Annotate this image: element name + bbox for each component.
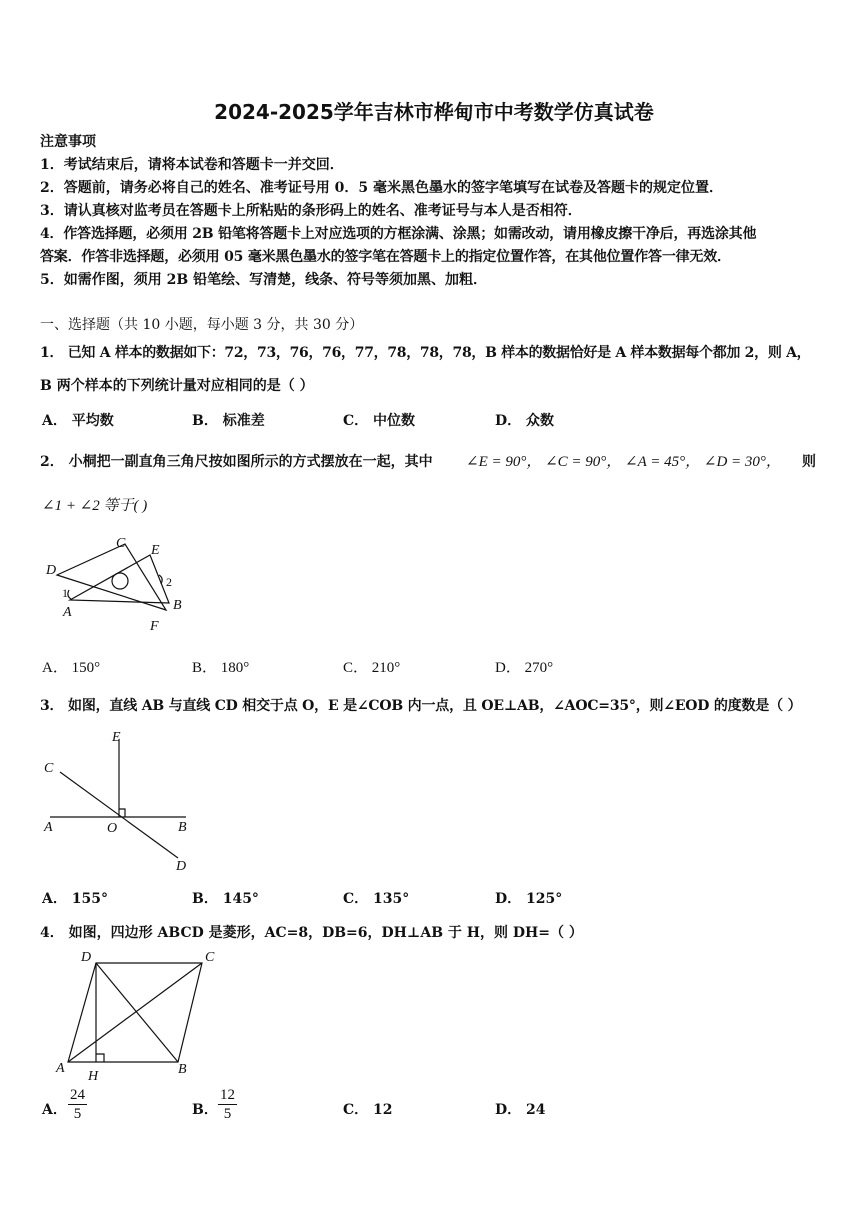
q2-label-d: D: [46, 563, 57, 578]
notice-item: 5．如需作图，须用 2B 铅笔绘、写清楚，线条、符号等须加黑、加粗．: [40, 272, 488, 288]
notice-item: 2．答题前，请务必将自己的姓名、准考证号用 0．5 毫米黑色墨水的签字笔填写在试卷及答题卡的规定位置．: [40, 180, 723, 196]
notice-item: 1．考试结束后，请将本试卷和答题卡一并交回．: [40, 157, 344, 173]
q2-label-c: C: [116, 536, 126, 551]
q2-label-f: F: [150, 619, 159, 634]
fraction-denominator: 5: [223, 1106, 232, 1122]
notice-item: 3．请认真核对监考员在答题卡上所粘贴的条形码上的姓名、准考证号与本人是否相符．: [40, 203, 582, 219]
q1-option-a[interactable]: A． 平均数: [42, 413, 114, 429]
q2-label-a: A: [63, 605, 72, 620]
q4-label-b: B: [178, 1062, 187, 1077]
fraction-denominator: 5: [73, 1106, 82, 1122]
q3-label-d: D: [176, 859, 187, 874]
q4-rhombus-figure: [48, 944, 228, 1086]
fraction-numerator: 24: [70, 1087, 85, 1103]
q1-option-b[interactable]: B． 标准差: [192, 413, 265, 429]
question-4-text: 4． 如图，四边形 ABCD 是菱形，AC=8，DB=6，DH⊥AB 于 H，则 DH=（ ）: [40, 925, 583, 941]
q3-option-c[interactable]: C． 135°: [343, 891, 410, 907]
q1-option-d[interactable]: D． 众数: [495, 413, 555, 429]
q4-option-d[interactable]: D． 24: [495, 1102, 546, 1118]
notice-item: 4．作答选择题，必须用 2B 铅笔将答题卡上对应选项的方框涂满、涂黑；如需改动，请用橡皮擦干净后，再选涂其他: [40, 226, 757, 242]
q2-label-b: B: [173, 598, 182, 613]
q2-label-1: 1: [62, 586, 68, 600]
question-2-text: 2． 小桐把一副直角三角尺按如图所示的方式摆放在一起，其中: [40, 454, 433, 470]
q3-label-e: E: [112, 730, 121, 745]
question-2-angles: ∠E = 90°， ∠C = 90°， ∠A = 45°， ∠D = 30°，: [466, 454, 781, 470]
page-title: 2024-2025学年吉林市桦甸市中考数学仿真试卷: [214, 100, 654, 124]
notice-heading: 注意事项: [40, 134, 96, 150]
q3-label-a: A: [44, 820, 53, 835]
q4-option-a-label[interactable]: A．: [42, 1102, 67, 1118]
q4-label-a: A: [56, 1061, 65, 1076]
q2-option-b[interactable]: B． 180°: [192, 660, 250, 676]
question-1-text: 1． 已知 A 样本的数据如下：72，73，76，76，77，78，78，78，B 样本的数据恰好是 A 样本数据每个都加 2，则 A，: [40, 345, 811, 361]
notice-item: 答案．作答非选择题，必须用 05 毫米黑色墨水的签字笔在答题卡上的指定位置作答，在其他位置作答一律无效．: [40, 249, 731, 265]
q4-option-a-fraction[interactable]: [68, 1087, 87, 1124]
q2-option-a[interactable]: A． 150°: [42, 660, 101, 676]
question-2-text-suffix: 则: [802, 454, 816, 470]
q4-label-h: H: [88, 1069, 99, 1084]
q4-option-c[interactable]: C． 12: [343, 1102, 393, 1118]
q3-option-d[interactable]: D． 125°: [495, 891, 563, 907]
q3-label-b: B: [178, 820, 187, 835]
q4-option-b-fraction[interactable]: [218, 1087, 237, 1124]
fraction-numerator: 12: [220, 1087, 235, 1103]
question-3-text: 3． 如图，直线 AB 与直线 CD 相交于点 O，E 是∠COB 内一点，且 OE⊥AB，∠AOC=35°，则∠EOD 的度数是（ ）: [40, 698, 802, 714]
q3-lines-figure: [38, 725, 198, 877]
question-2-text-cont: ∠1 + ∠2 等于( ): [42, 498, 148, 514]
q3-label-o: O: [107, 821, 118, 836]
section-heading: 一、选择题（共 10 小题，每小题 3 分，共 30 分）: [40, 317, 364, 333]
q4-label-d: D: [81, 950, 92, 965]
q2-triangles-figure: [38, 530, 198, 640]
q1-option-c[interactable]: C． 中位数: [343, 413, 416, 429]
q2-label-e: E: [151, 543, 160, 558]
q3-option-b[interactable]: B． 145°: [192, 891, 259, 907]
q3-option-a[interactable]: A． 155°: [42, 891, 108, 907]
q4-label-c: C: [205, 950, 215, 965]
question-1-text-cont: B 两个样本的下列统计量对应相同的是（ ）: [40, 378, 314, 394]
q2-label-2: 2: [166, 575, 172, 589]
q2-option-c[interactable]: C． 210°: [343, 660, 401, 676]
q2-option-d[interactable]: D． 270°: [495, 660, 554, 676]
q4-option-b-label[interactable]: B．: [192, 1102, 218, 1118]
q3-label-c: C: [44, 761, 54, 776]
